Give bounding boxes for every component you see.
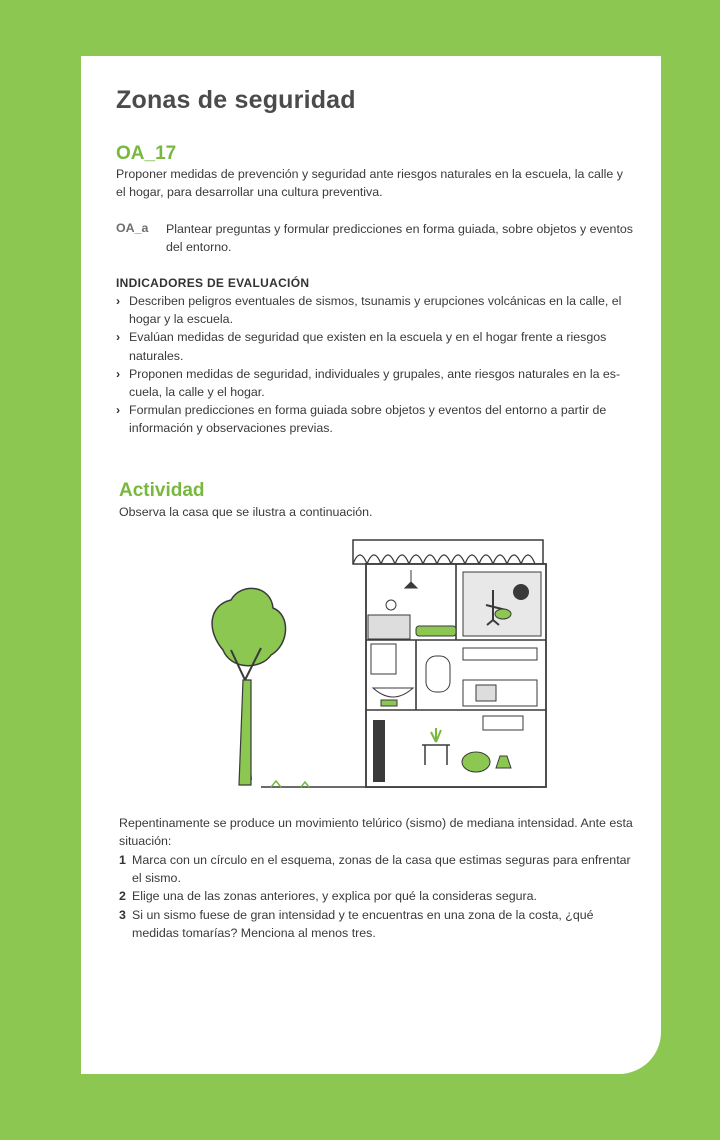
indicator-text: Formulan predicciones en forma guiada sobre objetos y eventos del entorno a partir de información y observaciones previas. [129, 403, 607, 436]
music-room-icon [463, 572, 541, 636]
situation-text: Repentinamente se produce un movimiento telúrico (sismo) de mediana intensidad. Ante esta situación: [119, 816, 633, 848]
indicators-list [116, 292, 626, 438]
question-number: 1 [119, 853, 126, 867]
oaa-text: Plantear preguntas y formular predicciones en forma guiada, sobre objetos y eventos del entorno. [166, 222, 633, 254]
oa17-heading: OA_17 [116, 143, 177, 164]
question-text: Si un sismo fuese de gran intensidad y te encuentras en una zona de la costa, ¿qué medidas tomarías? Menciona al menos tres. [132, 907, 594, 940]
indicator-text: Proponen medidas de seguridad, individuales y grupales, ante riesgos naturales en la es-cuela, la calle y el hogar. [129, 366, 621, 400]
bullet-chevron-icon: › [116, 403, 121, 418]
oa17-text: Proponer medidas de prevención y seguridad ante riesgos naturales en la escuela, la calle y el hogar, para desarrollar una cultura preventiva. [116, 167, 623, 199]
roof-icon [353, 540, 543, 564]
indicator-item [116, 328, 626, 364]
page-sheet [81, 56, 661, 1074]
question-item [119, 887, 639, 905]
question-text: Marca con un círculo en el esquema, zonas de la casa que estimas seguras para enfrentar el sismo. [132, 853, 631, 886]
activity-intro: Observa la casa que se ilustra a continuación. [119, 505, 373, 519]
questions-list [119, 851, 639, 942]
question-item [119, 851, 639, 887]
oaa-code: OA_a [116, 221, 149, 235]
indicator-text: Describen peligros eventuales de sismos, tsunamis y erupciones volcánicas en la calle, el hogar y la escuela. [129, 294, 622, 327]
bullet-chevron-icon: › [116, 330, 121, 345]
question-number: 2 [119, 889, 126, 904]
activity-heading: Actividad [119, 480, 205, 501]
bullet-chevron-icon: › [116, 294, 121, 308]
page-title: Zonas de seguridad [116, 86, 356, 114]
indicator-text: Evalúan medidas de seguridad que existen en la escuela y en el hogar frente a riesgos naturales. [129, 330, 607, 363]
question-number: 3 [119, 907, 126, 922]
indicator-item [116, 365, 626, 401]
indicator-item [116, 292, 626, 328]
indicators-title: INDICADORES DE EVALUACIÓN [116, 276, 310, 290]
indicator-item [116, 401, 626, 437]
left-tree-icon [212, 588, 285, 785]
question-text: Elige una de las zonas anteriores, y explica por qué la consideras segura. [132, 889, 538, 904]
house-illustration [201, 530, 551, 800]
question-item [119, 906, 639, 942]
bullet-chevron-icon: › [116, 366, 121, 381]
